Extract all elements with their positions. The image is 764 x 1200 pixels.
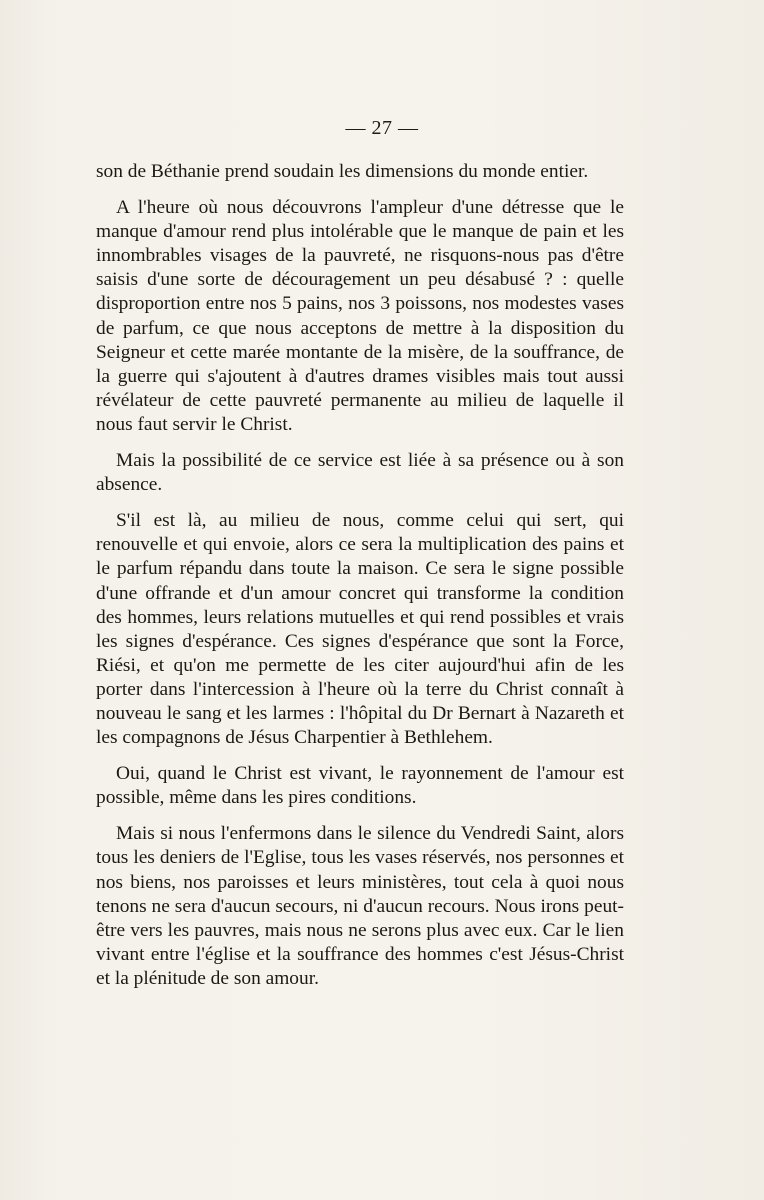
body-text [96,160,624,1003]
paragraph-6: Mais si nous l'enfermons dans le silence du Vendredi Saint, alors tous les deniers de l'Eglise, tous les vases réservés, nos personnes et nos biens, nos paroisses et leurs ministères, tout cela à quoi nous tenons ne sera d'aucun secours, ni d'aucun recours. Nous irons peut-être vers les pauvres, mais nous ne serons plus avec eux. Car le lien vivant entre l'église et la souffrance des hommes c'est Jésus-Christ et la plénitude de son amour. [96,823,624,989]
paragraph-3: Mais la possibilité de ce service est liée à sa présence ou à son absence. [96,450,624,496]
paragraph-2: A l'heure où nous découvrons l'ampleur d'une détresse que le manque d'amour rend plus intolérable que le manque de pain et les innombrables visages de la pauvreté, ne risquons-nous pas d'être saisis d'une sorte de découragement un peu désabusé ? : quelle disproportion entre nos 5 pains, nos 3 poissons, nos modestes vases de parfum, ce que nous acceptons de mettre à la disposition du Seigneur et cette marée montante de la misère, de la souffrance, de la guerre qui s'ajoutent à d'autres drames visibles mais tout aussi révélateur de cette pauvreté permanente au milieu de laquelle il nous faut servir le Christ. [96,197,624,435]
paragraph-5: Oui, quand le Christ est vivant, le rayonnement de l'amour est possible, même dans les pires conditions. [96,763,624,809]
paragraph-1: son de Béthanie prend soudain les dimensions du monde entier. [96,161,589,182]
page-number: — 27 — [345,117,419,139]
paragraph-4: S'il est là, au milieu de nous, comme celui qui sert, qui renouvelle et qui envoie, alors ce sera la multiplication des pains et le parfum répandu dans toute la maison. Ce sera le signe possible d'une offrande et d'un amour concret qui transforme la condition des hommes, leurs relations mutuelles et qui rend possibles et vrais les signes d'espérance. Ces signes d'espérance que sont la Force, Riési, et qu'on me permette de les citer aujourd'hui afin de les porter dans l'intercession à l'heure où la terre du Christ connaît à nouveau le sang et les larmes : l'hôpital du Dr Bernart à Nazareth et les compagnons de Jésus Charpentier à Bethlehem. [96,510,624,749]
